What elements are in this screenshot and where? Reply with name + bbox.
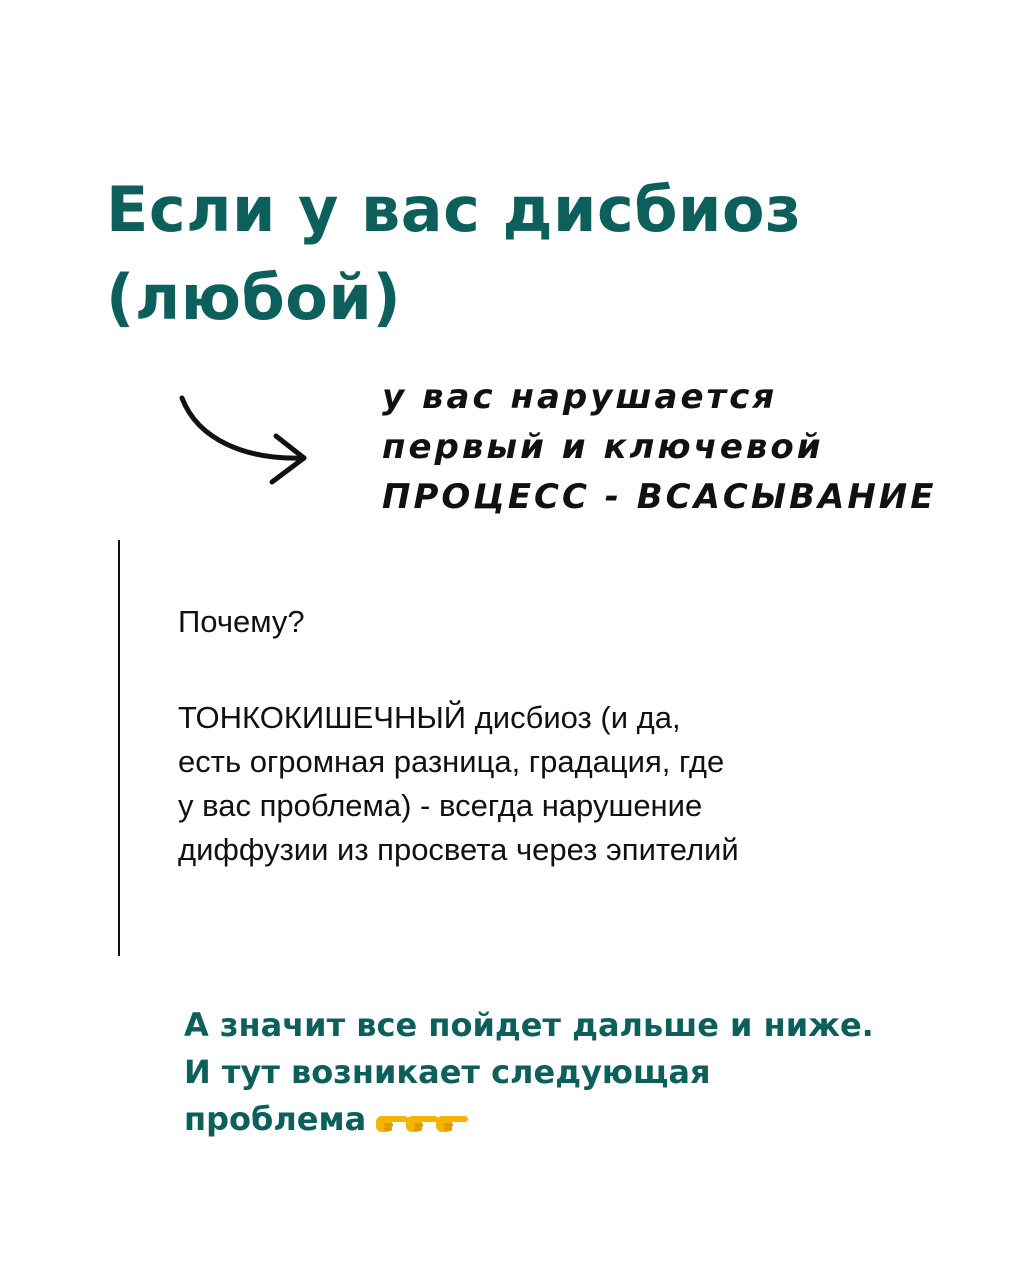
conclusion-line-1: А значит все пойдет дальше и ниже. <box>184 1006 874 1044</box>
explanation-text <box>178 696 938 872</box>
why-question: Почему? <box>178 604 305 639</box>
key-process-line-2: первый и ключевой <box>382 427 824 467</box>
conclusion-line-2: И тут возникает следующая <box>184 1053 711 1091</box>
conclusion-line-3 <box>184 1096 1014 1147</box>
explanation-line-4: диффузии из просвета через эпителий <box>178 832 739 867</box>
explanation-line-3: у вас проблема) - всегда нарушение <box>178 788 703 823</box>
key-process-line-1: у вас нарушается <box>382 377 778 417</box>
conclusion-line-3-text: проблема <box>184 1100 367 1138</box>
pointing-right-hand-icon <box>434 1108 470 1134</box>
curved-arrow-icon <box>176 392 316 492</box>
key-process-line-3: ПРОЦЕСС - ВСАСЫВАНИЕ <box>382 477 937 517</box>
key-process-statement <box>382 372 1012 522</box>
conclusion-text <box>184 1002 1014 1147</box>
explanation-line-2: есть огромная разница, градация, где <box>178 744 725 779</box>
page-title <box>106 166 966 342</box>
vertical-divider <box>118 540 120 956</box>
title-line-1: Если у вас дисбиоз <box>106 173 802 246</box>
emoji-group <box>374 1100 464 1147</box>
title-line-2: (любой) <box>106 261 402 334</box>
explanation-line-1: ТОНКОКИШЕЧНЫЙ дисбиоз (и да, <box>178 700 681 735</box>
